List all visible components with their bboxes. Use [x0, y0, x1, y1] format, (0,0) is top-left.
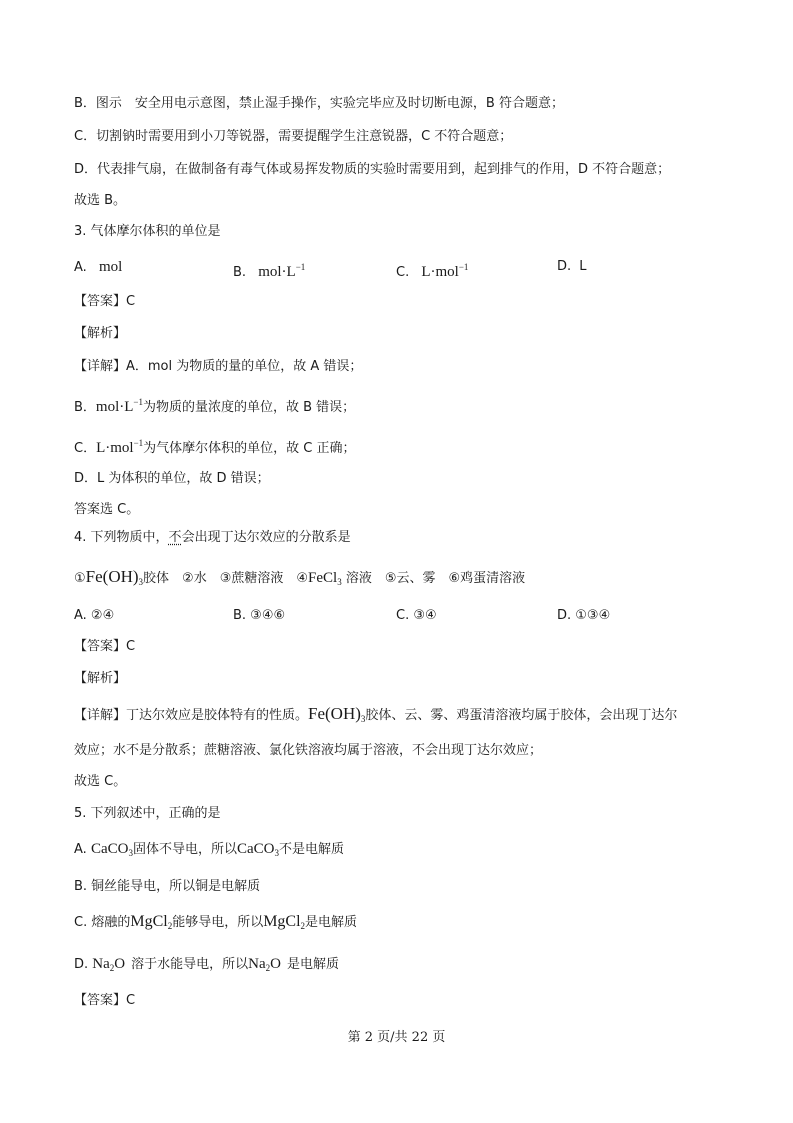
question-4: 4. 下列物质中，不会出现丁达尔效应的分散系是	[74, 530, 351, 545]
option-d-explanation: D．代表排气扇，在做制备有毒气体或易挥发物质的实验时需要用到，起到排气的作用，D 不符合题意；	[74, 162, 671, 177]
q5-option-d: D. $Na_2O$ 溶于水能导电，所以$Na_2O$ 是电解质	[74, 956, 339, 973]
q4-items: $①Fe(OH)_3$胶体 ②水 ③蔗糖溶液 ④FeCl$_3$ 溶液 ⑤云、雾 ⑥鸡蛋清溶液	[74, 567, 526, 587]
q5-option-c: C. 熔融的MgCl$_2$能够导电，所以MgCl$_2$是电解质	[74, 913, 358, 931]
q5-answer: 【答案】C	[74, 993, 136, 1008]
q4-option-d: D. ①③④	[557, 608, 611, 623]
option-b-explanation: B．图示 安全用电示意图，禁止湿手操作，实验完毕应及时切断电源，B 符合题意；	[74, 96, 564, 111]
q2-conclusion: 故选 B。	[74, 193, 127, 208]
question-5: 5. 下列叙述中，正确的是	[74, 806, 221, 821]
q3-option-b: B. $mol\cdot L^{-1}$	[233, 262, 306, 280]
q3-detail-a: 【详解】A．mol 为物质的量的单位，故 A 错误；	[74, 359, 363, 374]
option-c-explanation: C．切割钠时需要用到小刀等锐器，需要提醒学生注意锐器，C 不符合题意；	[74, 129, 513, 144]
q3-detail-d: D．L 为体积的单位，故 D 错误；	[74, 471, 270, 486]
emphasis-not: 不	[168, 530, 182, 545]
q3-option-c: C. L·mol$^{-1}$	[396, 262, 469, 280]
q3-answer: 【答案】C	[74, 294, 136, 309]
q3-detail-b: B．$mol\cdot L^{-1}$为物质的量浓度的单位，故 B 错误；	[74, 397, 356, 415]
q5-option-b: B. 铜丝能导电，所以铜是电解质	[74, 879, 261, 894]
q4-option-c: C. ③④	[396, 608, 437, 623]
q3-detail-c: C．L·mol$^{-1}$为气体摩尔体积的单位，故 C 正确；	[74, 438, 356, 456]
q4-detail-1: 【详解】丁达尔效应是胶体特有的性质。$Fe(OH)_3$胶体、云、雾、鸡蛋清溶液均属于胶体，会出现丁达尔	[74, 704, 678, 724]
q3-conclusion: 答案选 C。	[74, 502, 140, 517]
q4-option-a: A. ②④	[74, 608, 115, 623]
q4-analysis-heading: 【解析】	[74, 671, 127, 686]
q4-detail-2: 效应；水不是分散系；蔗糖溶液、氯化铁溶液均属于溶液，不会出现丁达尔效应；	[74, 743, 543, 758]
q4-conclusion: 故选 C。	[74, 774, 127, 789]
q3-analysis-heading: 【解析】	[74, 326, 127, 341]
q3-option-a: A. mol	[74, 259, 123, 275]
q3-option-d: D. L	[557, 259, 587, 274]
question-3: 3. 气体摩尔体积的单位是	[74, 224, 221, 239]
q4-answer: 【答案】C	[74, 639, 136, 654]
q4-option-b: B. ③④⑥	[233, 608, 286, 623]
q5-option-a: A. CaCO$_3$固体不导电，所以CaCO$_3$不是电解质	[74, 841, 344, 858]
page-footer: 第 2 页/共 22 页	[347, 1030, 446, 1045]
